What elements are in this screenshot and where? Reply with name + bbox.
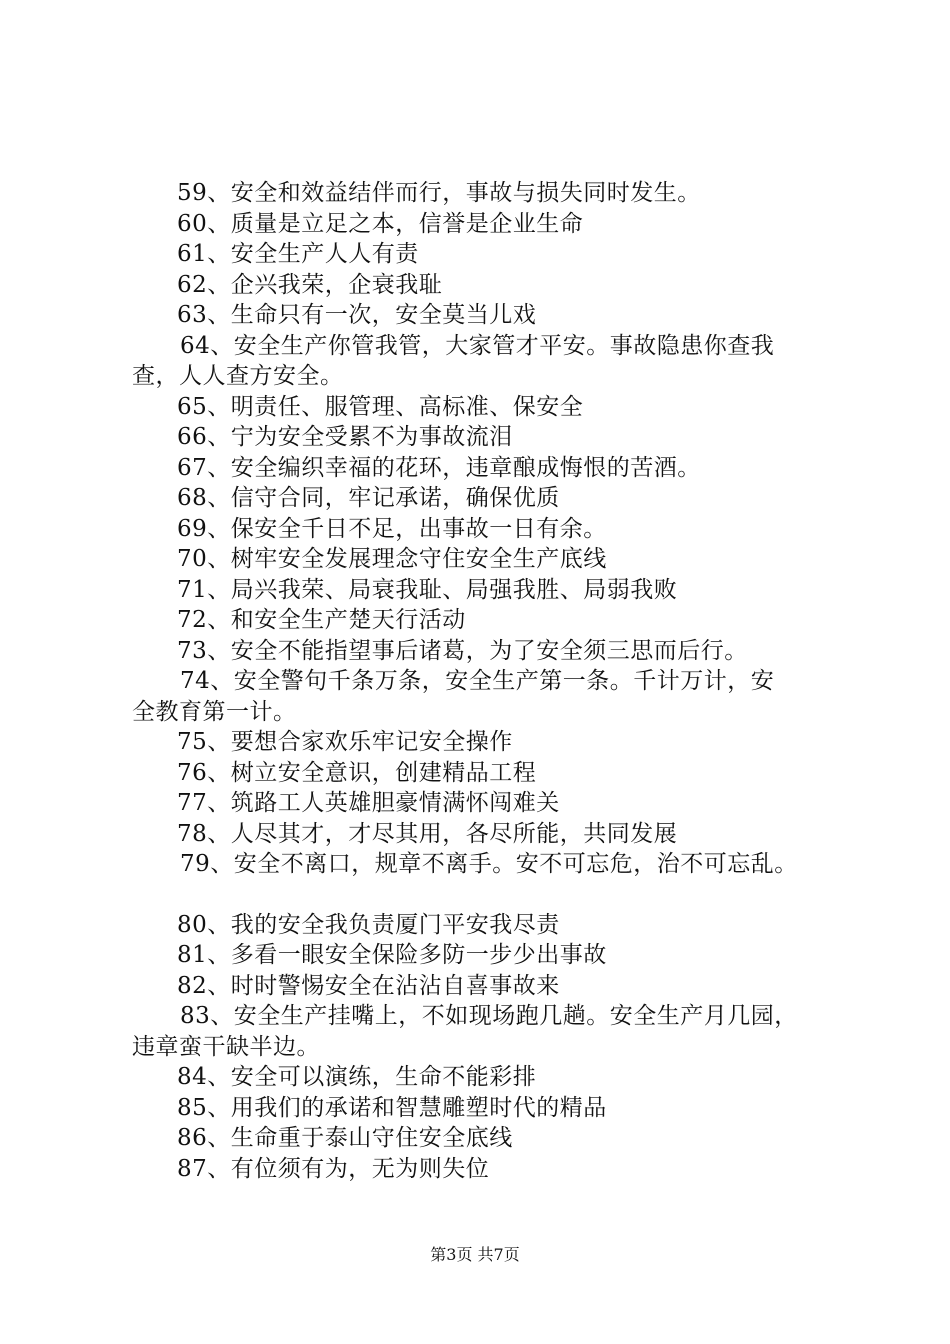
list-item: 75、要想合家欢乐牢记安全操作	[177, 729, 513, 755]
list-item-line: 全教育第一计。	[132, 698, 297, 725]
list-item: 86、生命重于泰山守住安全底线	[177, 1125, 513, 1151]
list-item: 79、安全不离口，规章不离手。安不可忘危，治不可忘乱。	[180, 851, 798, 877]
list-item: 87、有位须有为，无为则失位	[177, 1155, 490, 1182]
list-item: 62、企兴我荣，企衰我耻	[177, 271, 443, 298]
list-item-multiline	[132, 1001, 832, 1062]
list-item: 76、树立安全意识，创建精品工程	[177, 759, 537, 786]
list-item: 72、和安全生产楚天行活动	[177, 607, 466, 633]
list-item: 69、保安全千日不足，出事故一日有余。	[177, 515, 607, 542]
list-item-line: 64、安全生产你管我管，大家管才平安。事故隐患你查我	[180, 332, 775, 359]
list-item: 66、宁为安全受累不为事故流泪	[177, 424, 513, 450]
list-item: 85、用我们的承诺和智慧雕塑时代的精品	[177, 1094, 607, 1121]
list-item: 61、安全生产人人有责	[177, 241, 419, 267]
list-item: 59、安全和效益结伴而行，事故与损失同时发生。	[177, 180, 701, 206]
list-item-multiline	[132, 331, 832, 392]
list-item-multiline	[132, 666, 832, 727]
list-item: 81、多看一眼安全保险多防一步少出事故	[177, 942, 607, 968]
list-item-line: 74、安全警句千条万条，安全生产第一条。千计万计，安	[180, 668, 775, 694]
list-item-line: 违章蛮干缺半边。	[132, 1033, 320, 1060]
list-item-line: 查，人人查方安全。	[132, 363, 344, 389]
list-item: 70、树牢安全发展理念守住安全生产底线	[177, 546, 607, 572]
list-item: 71、局兴我荣、局衰我耻、局强我胜、局弱我败	[177, 576, 678, 603]
list-item: 77、筑路工人英雄胆豪情满怀闯难关	[177, 790, 560, 816]
page-footer: 第3页 共7页	[430, 1245, 520, 1264]
list-item: 80、我的安全我负责厦门平安我尽责	[177, 911, 560, 938]
list-item: 60、质量是立足之本，信誉是企业生命	[177, 210, 584, 237]
list-item: 68、信守合同，牢记承诺，确保优质	[177, 485, 560, 511]
list-item: 82、时时警惕安全在沾沾自喜事故来	[177, 972, 560, 999]
blank-line	[132, 880, 832, 910]
list-item: 67、安全编织幸福的花环，违章酿成悔恨的苦酒。	[177, 454, 701, 481]
list-item: 63、生命只有一次，安全莫当儿戏	[177, 302, 537, 328]
list-item-line: 83、安全生产挂嘴上，不如现场跑几趟。安全生产月几园，	[180, 1003, 798, 1029]
slogan-list	[132, 178, 832, 1184]
list-item: 84、安全可以演练，生命不能彩排	[177, 1064, 537, 1090]
list-item: 65、明责任、服管理、高标准、保安全	[177, 393, 584, 420]
list-item: 73、安全不能指望事后诸葛，为了安全须三思而后行。	[177, 637, 748, 664]
list-item: 78、人尽其才，才尽其用，各尽所能，共同发展	[177, 820, 678, 847]
